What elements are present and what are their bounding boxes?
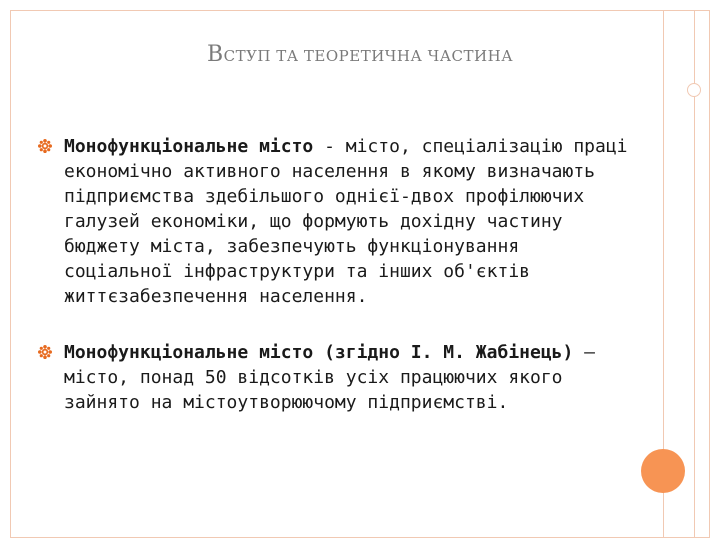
list-item	[36, 134, 636, 309]
slide-title	[0, 42, 720, 67]
term-definition: – місто, понад 50 відсотків усіх працюючих якого зайнято на містоутворюючому підприємстві.	[64, 342, 596, 413]
decorative-circle-orange	[641, 449, 685, 493]
title-first-letter: В	[206, 42, 224, 67]
list-item	[36, 340, 636, 415]
content-body	[36, 134, 636, 446]
term-bold: Монофункціональне місто (згідно І. М. Жабінець)	[64, 342, 574, 363]
gear-flower-bullet-icon	[38, 345, 52, 359]
gear-flower-bullet-icon	[38, 139, 52, 153]
term-bold: Монофункціональне місто	[64, 136, 314, 157]
term-definition: - місто, спеціалізацію праці економічно активного населення в якому визначають підприємства здебільшого однієї-двох профілюючих галузей економіки, що формують дохідну частину бюджету міста, забезпечують функціонування соціальної інфраструктури та інших об'єктів життєзабезпечення населення.	[64, 136, 628, 307]
title-rest: СТУП ТА ТЕОРЕТИЧНА ЧАСТИНА	[223, 47, 514, 65]
decorative-circle-outline	[687, 83, 701, 97]
